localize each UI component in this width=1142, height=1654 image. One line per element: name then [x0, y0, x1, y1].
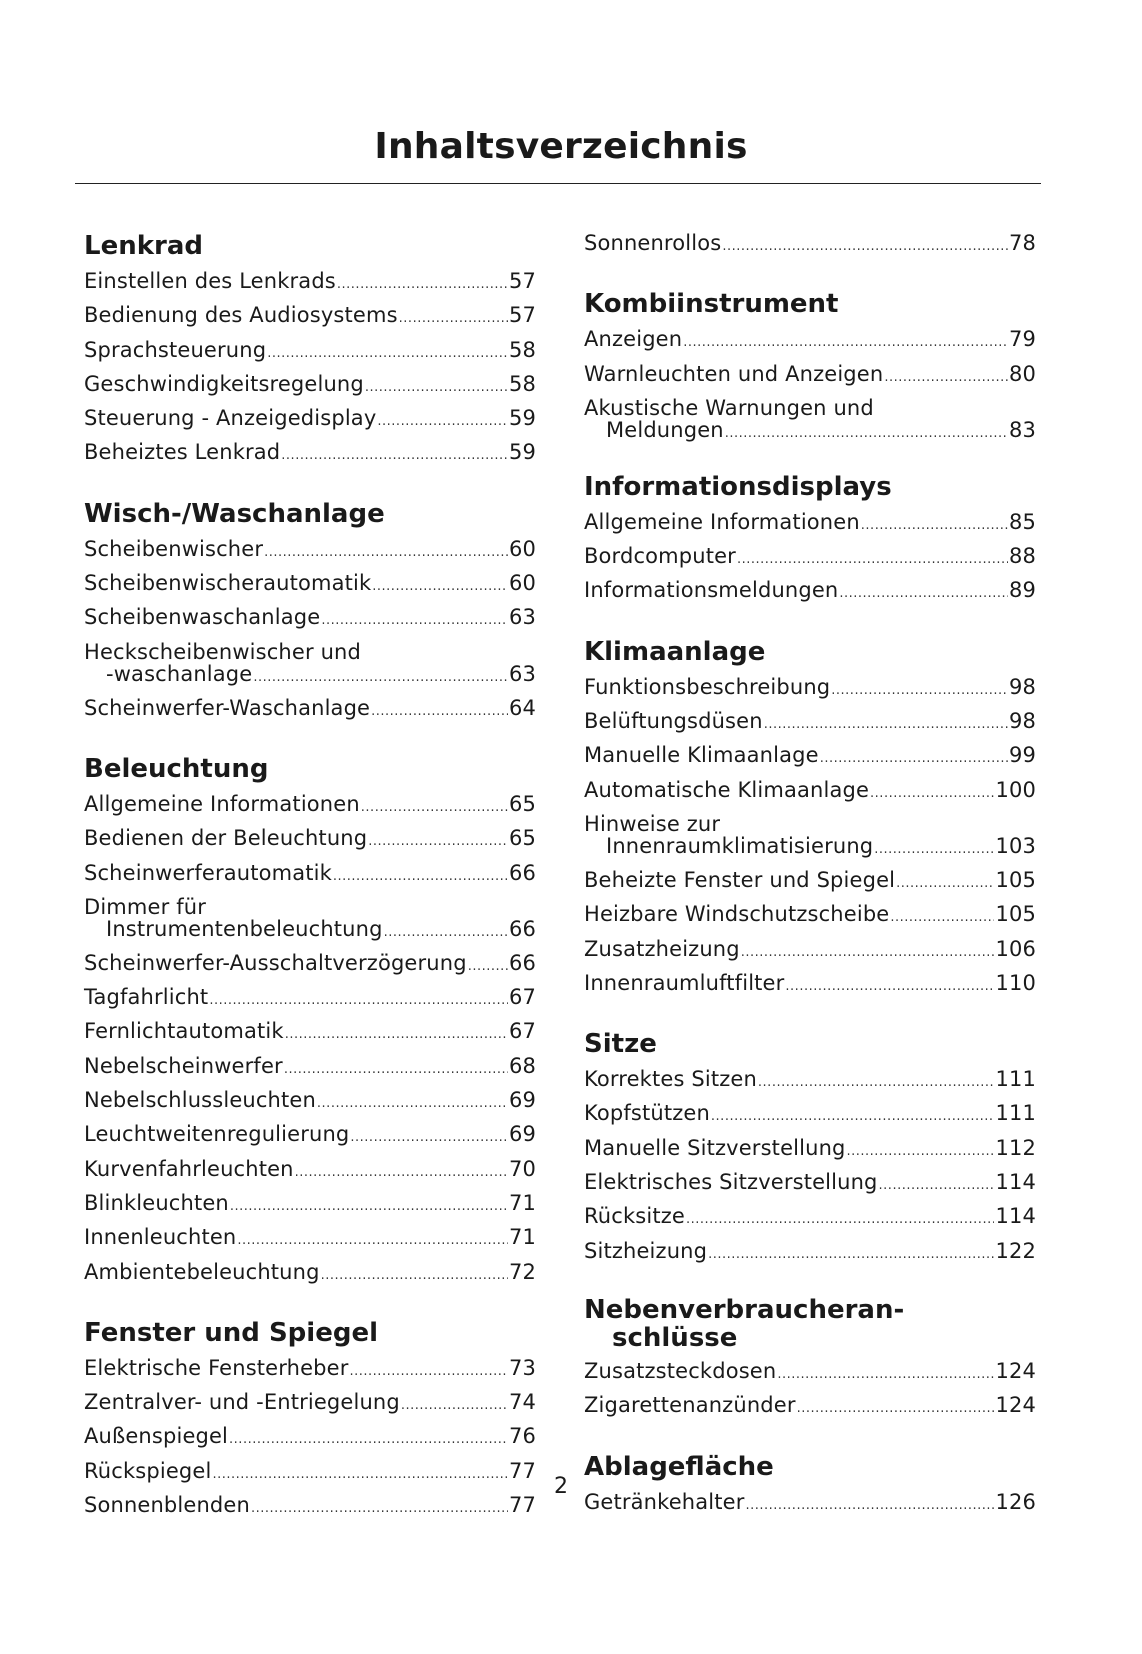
dot-leader	[847, 1137, 995, 1167]
dot-leader	[686, 1205, 994, 1235]
entry-title: Sitzheizung	[584, 1238, 708, 1263]
entry-title: Zusatzheizung	[584, 936, 740, 961]
dot-leader	[230, 1192, 508, 1222]
entry-title-first-line: Heckscheibenwischer und	[84, 639, 361, 664]
entry-title: Sprachsteuerung	[84, 337, 267, 362]
toc-entry[interactable]	[584, 775, 1036, 809]
entry-title: Blinkleuchten	[84, 1190, 229, 1215]
dot-leader	[831, 676, 1008, 706]
entry-title: Korrektes Sitzen	[584, 1067, 757, 1092]
section-heading: Ablagefläche	[584, 1451, 774, 1482]
entry-page-number: 100	[995, 777, 1036, 802]
toc-section	[584, 288, 1036, 445]
section-heading: Wisch-/Waschanlage	[84, 498, 385, 529]
entry-page-number: 60	[508, 571, 536, 596]
entry-page-number: 57	[508, 303, 536, 328]
dot-leader	[725, 423, 1008, 445]
entry-title: Funktionsbeschreibung	[584, 674, 831, 699]
dot-leader	[321, 606, 508, 636]
entry-title: Manuelle Sitzverstellung	[584, 1135, 846, 1160]
dot-leader	[879, 1171, 995, 1201]
dot-leader	[377, 407, 508, 437]
toc-entry[interactable]	[84, 602, 536, 636]
dot-leader	[372, 572, 508, 602]
entry-page-number: 73	[508, 1355, 536, 1380]
dot-leader	[333, 862, 508, 892]
toc-entry[interactable]	[84, 1119, 536, 1153]
entry-page-number: 70	[508, 1156, 536, 1181]
entry-page-number: 98	[1008, 674, 1036, 699]
entry-page-number: 77	[508, 1493, 536, 1518]
entry-title: Heizbare Windschutzscheibe	[584, 902, 890, 927]
entry-title: Scheibenwischer	[84, 536, 264, 561]
entry-page-number: 78	[1008, 231, 1036, 255]
toc-entry[interactable]	[84, 1257, 536, 1291]
toc-entry[interactable]	[584, 706, 1036, 740]
entry-title: Nebelschlussleuchten	[84, 1088, 316, 1113]
toc-entry[interactable]	[84, 1222, 536, 1256]
toc-entry[interactable]	[584, 835, 1036, 861]
entry-title: Warnleuchten und Anzeigen	[584, 361, 884, 386]
toc-section	[84, 753, 536, 1291]
entry-title: Geschwindigkeitsregelung	[84, 371, 364, 396]
entry-page-number: 57	[508, 269, 536, 293]
entry-title: Scheibenwaschanlage	[84, 605, 321, 630]
dot-leader	[785, 972, 994, 1002]
entry-title: Bordcomputer	[584, 544, 736, 569]
entry-title: Rücksitze	[584, 1204, 685, 1229]
dot-leader	[350, 1123, 508, 1153]
entry-title: Rückspiegel	[84, 1458, 212, 1483]
toc-entry[interactable]	[84, 982, 536, 1016]
dot-leader	[295, 1158, 508, 1188]
toc-section	[584, 1296, 1036, 1425]
dot-leader	[861, 511, 1008, 541]
dot-leader	[890, 903, 994, 933]
toc-entry[interactable]	[84, 693, 536, 727]
section-heading: Nebenverbraucheran- schlüsse	[584, 1296, 1036, 1352]
entry-title: Leuchtweitenregulierung	[84, 1122, 350, 1147]
entry-title: Tagfahrlicht	[84, 985, 209, 1010]
dot-leader	[284, 1055, 508, 1085]
entry-page-number: 77	[508, 1458, 536, 1483]
entry-page-number: 76	[508, 1424, 536, 1449]
toc-entry[interactable]	[584, 575, 1036, 609]
dot-leader	[361, 793, 508, 823]
dot-leader	[264, 538, 508, 568]
entry-title: Scheibenwischerautomatik	[84, 571, 372, 596]
entry-title: Kopfstützen	[584, 1101, 710, 1126]
entry-title: Sonnenrollos	[584, 231, 722, 255]
entry-page-number: 111	[995, 1067, 1036, 1092]
entry-title-first-line: Hinweise zur	[584, 811, 721, 836]
toc-section	[84, 498, 536, 727]
dot-leader	[708, 1240, 994, 1270]
entry-page-number: 114	[995, 1170, 1036, 1195]
entry-page-number: 59	[508, 440, 536, 465]
dot-leader	[683, 328, 1008, 358]
entry-page-number: 74	[508, 1390, 536, 1415]
entry-title: Ambientebeleuchtung	[84, 1259, 320, 1284]
dot-leader	[874, 839, 994, 861]
toc-section	[84, 230, 536, 472]
entry-title: Zusatzsteckdosen	[584, 1358, 777, 1383]
entry-title: Sonnenblenden	[84, 1493, 250, 1518]
toc-entry[interactable]	[84, 823, 536, 857]
entry-page-number: 124	[995, 1393, 1036, 1418]
section-heading: Fenster und Spiegel	[84, 1317, 378, 1348]
page-number: 2	[554, 1474, 568, 1499]
toc-entry[interactable]	[84, 534, 536, 568]
entry-page-number: 68	[508, 1053, 536, 1078]
dot-leader	[368, 827, 508, 857]
toc-entry[interactable]	[584, 419, 1036, 445]
entry-page-number: 72	[508, 1259, 536, 1284]
toc-section	[584, 228, 1036, 262]
entry-title: Bedienung des Audiosystems	[84, 303, 398, 328]
dot-leader	[267, 339, 508, 369]
entry-page-number: 83	[1008, 417, 1036, 442]
dot-leader	[711, 1102, 995, 1132]
dot-leader	[896, 869, 994, 899]
entry-page-number: 88	[1008, 544, 1036, 569]
dot-leader	[281, 441, 508, 471]
toc-entry[interactable]	[84, 437, 536, 471]
page-title: Inhaltsverzeichnis	[374, 126, 748, 167]
section-heading: Beleuchtung	[84, 753, 269, 784]
dot-leader	[365, 373, 508, 403]
toc-entry[interactable]	[84, 568, 536, 602]
toc-entry[interactable]	[84, 1051, 536, 1085]
entry-page-number: 71	[508, 1225, 536, 1250]
entry-page-number: 66	[508, 860, 536, 885]
entry-title: Allgemeine Informationen	[584, 509, 860, 534]
entry-title: Innenraumluftfilter	[584, 970, 785, 995]
toc-entry[interactable]	[84, 918, 536, 944]
entry-page-number: 60	[508, 536, 536, 561]
entry-page-number: 67	[508, 1019, 536, 1044]
dot-leader	[777, 1360, 994, 1390]
toc-entry[interactable]	[84, 369, 536, 403]
entry-title: Kurvenfahrleuchten	[84, 1156, 294, 1181]
dot-leader	[253, 667, 508, 689]
dot-leader	[237, 1226, 508, 1256]
toc-entry[interactable]	[584, 507, 1036, 541]
entry-page-number: 71	[508, 1190, 536, 1215]
entry-title: Einstellen des Lenkrads	[84, 269, 336, 293]
dot-leader	[722, 232, 1008, 262]
toc-entry-multiline[interactable]	[84, 896, 536, 944]
toc-entry[interactable]	[84, 1085, 536, 1119]
dot-leader	[285, 1020, 508, 1050]
entry-title: Automatische Klimaanlage	[584, 777, 870, 802]
entry-title: Scheinwerfer-Waschanlage	[84, 695, 371, 720]
toc-entry[interactable]	[84, 266, 536, 300]
toc-column-right	[584, 228, 1036, 1547]
entry-title: Zigarettenanzünder	[584, 1393, 796, 1418]
toc-entry-multiline[interactable]	[584, 813, 1036, 861]
entry-page-number: 79	[1008, 327, 1036, 352]
dot-leader	[737, 545, 1008, 575]
toc-entry[interactable]	[84, 1353, 536, 1387]
toc-entry[interactable]	[584, 865, 1036, 899]
entry-page-number: 103	[995, 833, 1036, 858]
dot-leader	[468, 952, 508, 982]
entry-page-number: 58	[508, 371, 536, 396]
toc-entry[interactable]	[584, 740, 1036, 774]
toc-entry-multiline[interactable]	[584, 397, 1036, 445]
toc-entry[interactable]	[84, 1154, 536, 1188]
dot-leader	[797, 1394, 995, 1424]
entry-page-number: 89	[1008, 578, 1036, 603]
entry-page-number: 105	[995, 867, 1036, 892]
toc-entry[interactable]	[584, 934, 1036, 968]
toc-entry[interactable]	[84, 300, 536, 334]
toc-entry[interactable]	[584, 228, 1036, 262]
section-heading: Sitze	[584, 1029, 657, 1060]
toc-entry[interactable]	[84, 663, 536, 689]
entry-title: Außenspiegel	[84, 1424, 229, 1449]
dot-leader	[399, 304, 508, 334]
entry-page-number: 63	[508, 661, 536, 686]
toc-entry[interactable]	[584, 1133, 1036, 1167]
entry-title: Nebelscheinwerfer	[84, 1053, 283, 1078]
dot-leader	[764, 710, 1008, 740]
toc-section	[584, 471, 1036, 610]
dot-leader	[321, 1261, 508, 1291]
dot-leader	[317, 1089, 508, 1119]
entry-page-number: 124	[995, 1358, 1036, 1383]
entry-title: Fernlichtautomatik	[84, 1019, 284, 1044]
toc-entry[interactable]	[84, 789, 536, 823]
toc-column-left	[84, 230, 536, 1550]
toc-entry[interactable]	[584, 968, 1036, 1002]
entry-page-number: 64	[508, 695, 536, 720]
toc-entry[interactable]	[584, 672, 1036, 706]
dot-leader	[839, 579, 1008, 609]
entry-page-number: 106	[995, 936, 1036, 961]
entry-page-number: 99	[1008, 743, 1036, 768]
entry-title-first-line: Dimmer für	[84, 894, 206, 919]
entry-title: Manuelle Klimaanlage	[584, 743, 819, 768]
entry-page-number: 126	[995, 1489, 1036, 1514]
dot-leader	[741, 938, 995, 968]
entry-title: Elektrisches Sitzverstellung	[584, 1170, 878, 1195]
entry-title: Informationsmeldungen	[584, 578, 839, 603]
entry-title: Innenleuchten	[84, 1225, 237, 1250]
toc-entry[interactable]	[84, 1188, 536, 1222]
entry-title: -waschanlage	[106, 661, 253, 686]
entry-page-number: 111	[995, 1101, 1036, 1126]
entry-title: Scheinwerfer-Ausschaltverzögerung	[84, 950, 467, 975]
toc-entry[interactable]	[84, 1016, 536, 1050]
entry-page-number: 122	[995, 1238, 1036, 1263]
toc-entry[interactable]	[584, 1390, 1036, 1424]
toc-entry[interactable]	[584, 359, 1036, 393]
entry-page-number: 67	[508, 985, 536, 1010]
toc-entry[interactable]	[584, 1356, 1036, 1390]
entry-page-number: 65	[508, 826, 536, 851]
toc-entry[interactable]	[84, 1387, 536, 1421]
toc-entry[interactable]	[584, 324, 1036, 358]
toc-entry[interactable]	[584, 899, 1036, 933]
entry-title: Allgemeine Informationen	[84, 791, 360, 816]
entry-title: Belüftungsdüsen	[584, 709, 763, 734]
entry-page-number: 98	[1008, 709, 1036, 734]
toc-entry[interactable]	[584, 1098, 1036, 1132]
dot-leader	[209, 986, 508, 1016]
entry-title: Steuerung - Anzeigedisplay	[84, 406, 377, 431]
dot-leader	[350, 1357, 508, 1387]
dot-leader	[820, 744, 1008, 774]
entry-page-number: 85	[1008, 509, 1036, 534]
entry-title: Meldungen	[606, 417, 724, 442]
entry-page-number: 110	[995, 970, 1036, 995]
entry-title-first-line: Akustische Warnungen und	[584, 395, 874, 420]
entry-title: Innenraumklimatisierung	[606, 833, 874, 858]
entry-page-number: 112	[995, 1135, 1036, 1160]
entry-title: Scheinwerferautomatik	[84, 860, 332, 885]
dot-leader	[229, 1425, 508, 1455]
toc-entry[interactable]	[84, 1421, 536, 1455]
toc-entry[interactable]	[84, 335, 536, 369]
toc-section	[584, 1028, 1036, 1270]
entry-title: Elektrische Fensterheber	[84, 1355, 349, 1380]
section-heading: Lenkrad	[84, 231, 203, 261]
toc-entry[interactable]	[84, 948, 536, 982]
title-divider	[75, 183, 1041, 184]
entry-page-number: 69	[508, 1122, 536, 1147]
toc-entry[interactable]	[584, 1236, 1036, 1270]
section-heading: Klimaanlage	[584, 636, 766, 667]
toc-entry[interactable]	[84, 858, 536, 892]
toc-entry[interactable]	[584, 1064, 1036, 1098]
toc-section	[584, 636, 1036, 1002]
dot-leader	[870, 779, 994, 809]
dot-leader	[884, 363, 1008, 393]
dot-leader	[337, 270, 508, 300]
dot-leader	[758, 1068, 995, 1098]
entry-page-number: 69	[508, 1088, 536, 1113]
entry-title: Instrumentenbeleuchtung	[106, 916, 383, 941]
entry-title: Beheizte Fenster und Spiegel	[584, 867, 896, 892]
entry-page-number: 65	[508, 791, 536, 816]
section-heading-continuation: schlüsse	[612, 1322, 738, 1353]
entry-page-number: 59	[508, 406, 536, 431]
entry-page-number: 114	[995, 1204, 1036, 1229]
entry-page-number: 80	[1008, 361, 1036, 386]
entry-title: Anzeigen	[584, 327, 683, 352]
dot-leader	[401, 1391, 508, 1421]
entry-page-number: 63	[508, 605, 536, 630]
toc-entry[interactable]	[584, 1167, 1036, 1201]
entry-title: Getränkehalter	[584, 1489, 745, 1514]
entry-page-number: 66	[508, 916, 536, 941]
entry-page-number: 66	[508, 950, 536, 975]
toc-entry[interactable]	[584, 541, 1036, 575]
section-heading: Kombiinstrument	[584, 289, 839, 320]
dot-leader	[371, 697, 508, 727]
entry-title: Zentralver- und -Entriegelung	[84, 1390, 400, 1415]
toc-entry[interactable]	[584, 1201, 1036, 1235]
toc-entry[interactable]	[84, 403, 536, 437]
entry-page-number: 105	[995, 902, 1036, 927]
entry-title: Beheiztes Lenkrad	[84, 440, 281, 465]
entry-page-number: 58	[508, 337, 536, 362]
dot-leader	[384, 922, 508, 944]
toc-entry-multiline[interactable]	[84, 641, 536, 689]
entry-title: Bedienen der Beleuchtung	[84, 826, 368, 851]
section-heading: Informationsdisplays	[584, 471, 892, 502]
